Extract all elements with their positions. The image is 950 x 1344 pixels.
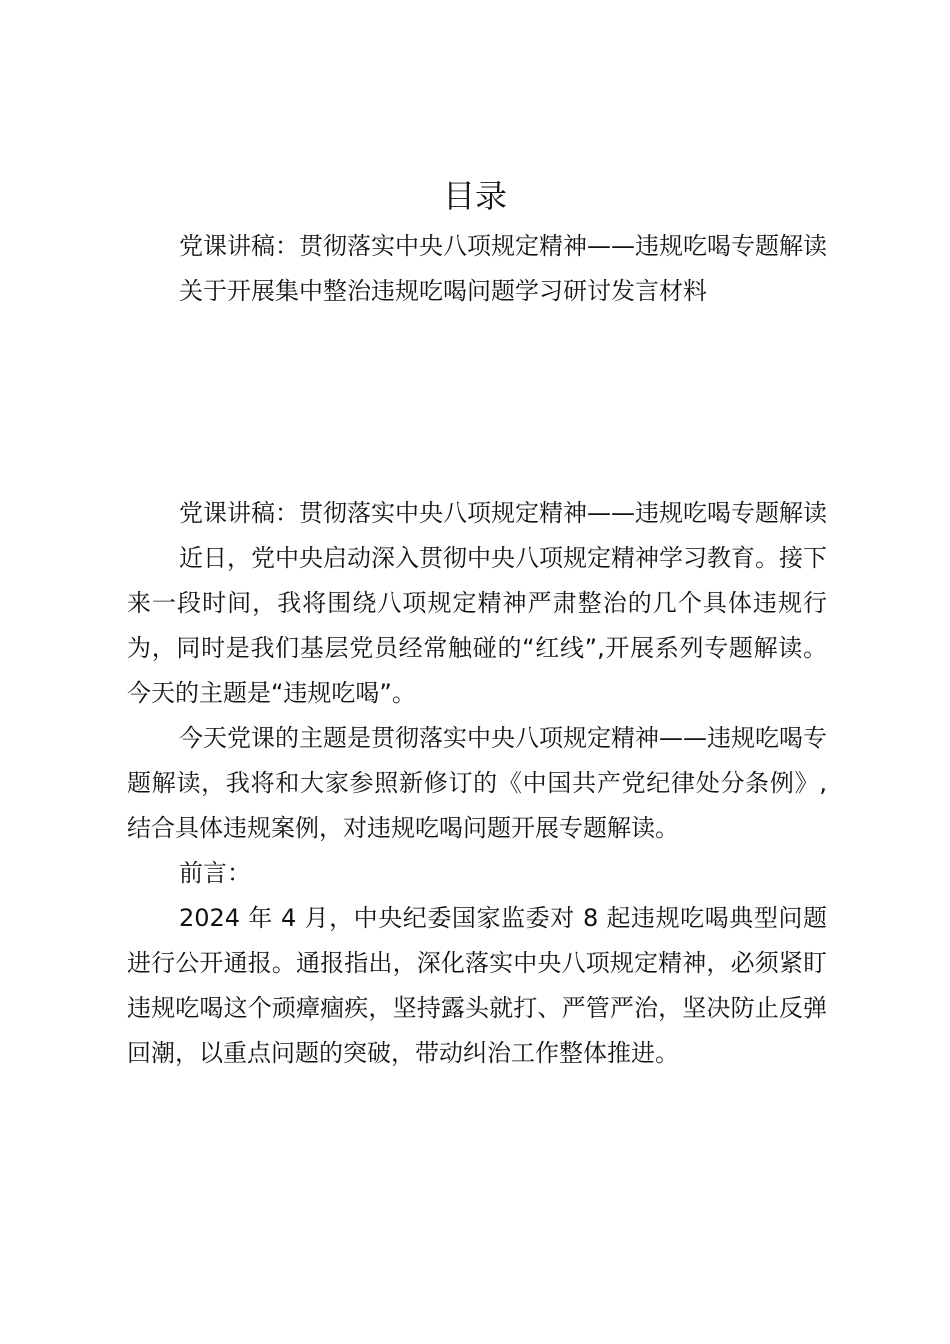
body-paragraph: 近日，党中央启动深入贯彻中央八项规定精神学习教育。接下来一段时间，我将围绕八项规定精神严肃整治的几个具体违规行为，同时是我们基层党员经常触碰的“红线”,开展系列专题解读。今天的主题是“违规吃喝”。 [127,544,827,707]
article-body [127,491,827,1076]
table-of-contents [127,224,827,314]
body-paragraph: 今天党课的主题是贯彻落实中央八项规定精神——违规吃喝专题解读，我将和大家参照新修订的《中国共产党纪律处分条例》,结合具体违规案例，对违规吃喝问题开展专题解读。 [127,724,827,842]
body-paragraph: 2024 年 4 月，中央纪委国家监委对 8 起违规吃喝典型问题进行公开通报。通报指出，深化落实中央八项规定精神，必须紧盯违规吃喝这个顽瘴痼疾，坚持露头就打、严管严治，坚决防止反弹回潮，以重点问题的突破，带动纠治工作整体推进。 [127,904,827,1067]
toc-item: 关于开展集中整治违规吃喝问题学习研讨发言材料 [179,277,707,305]
toc-title: 目录 [442,177,507,215]
article-heading: 党课讲稿：贯彻落实中央八项规定精神——违规吃喝专题解读 [179,499,827,527]
preface-label: 前言： [179,859,251,887]
toc-item: 党课讲稿：贯彻落实中央八项规定精神——违规吃喝专题解读 [179,232,827,260]
